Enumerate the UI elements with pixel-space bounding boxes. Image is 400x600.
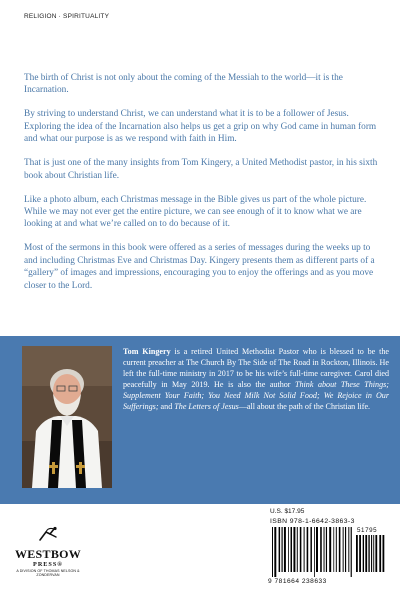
barcode-bar <box>379 535 381 572</box>
barcode-bar <box>336 527 337 572</box>
barcode-bar <box>351 527 352 577</box>
barcode-bar <box>329 527 331 572</box>
barcode-bar <box>279 527 280 572</box>
barcode-bar <box>284 527 286 572</box>
publisher-division: A DIVISION OF THOMAS NELSON & ZONDERVAN <box>16 569 80 577</box>
barcode-bar <box>304 527 305 572</box>
blurb-paragraph: By striving to understand Christ, we can understand what it is to be a follower of Jesus. Exploring the idea of the Incarnation also helps us get a grip on why God came in human form and what our purpose is as we respond with faith in Him. <box>24 109 377 145</box>
barcode-bar <box>324 527 325 572</box>
barcode-bar <box>343 527 344 572</box>
barcode-bar <box>356 535 358 572</box>
barcode-bar <box>339 527 341 572</box>
barcode-bar <box>365 535 367 572</box>
barcode-bar <box>373 535 374 572</box>
bio-book-title: The Letters of Jesus <box>174 402 239 412</box>
publisher-logo <box>10 526 86 577</box>
barcode-bar <box>288 527 289 572</box>
barcode-bar <box>274 527 276 577</box>
back-cover-blurb <box>24 72 382 304</box>
author-photo <box>22 346 112 488</box>
publisher-name: WESTBOW <box>14 547 82 561</box>
barcode-bar <box>297 527 298 572</box>
barcode-bar <box>368 535 369 572</box>
author-portrait-image <box>22 346 112 488</box>
barcode-bar <box>326 527 327 572</box>
author-name: Tom Kingery <box>123 347 171 356</box>
barcode-bar <box>320 527 322 572</box>
blurb-paragraph: That is just one of the many insights from Tom Kingery, a United Methodist pastor, in his sixth book about Christian life. <box>24 158 378 181</box>
barcode-bar <box>314 527 315 577</box>
barcode-bar <box>300 527 302 572</box>
barcode-bar <box>282 527 283 572</box>
price-addon-barcode <box>356 535 386 577</box>
price-addon-digits: 51795 <box>357 527 378 534</box>
bio-book-titles: Think about These Things; Supplement Your Faith; You Need Milk Not Solid Food; We Rejoice in Our Sufferings; <box>123 380 389 412</box>
author-bio-band <box>0 336 400 504</box>
publisher-press: PRESS® <box>33 561 63 568</box>
barcode-bar <box>383 535 385 572</box>
barcode-bar <box>348 527 349 572</box>
isbn-label: ISBN 978-1-6642-3863-3 <box>270 518 355 525</box>
barcode-bar <box>333 527 334 572</box>
westbow-runner-icon <box>10 526 86 542</box>
ean-digits: 9 781664 238633 <box>268 578 327 585</box>
barcode-bar <box>293 527 295 572</box>
barcode-bar <box>310 527 311 572</box>
barcode-bar <box>291 527 292 572</box>
ean-barcode <box>272 527 354 577</box>
category-label: RELIGION · SPIRITUALITY <box>24 13 110 20</box>
bio-text: is a retired United Methodist Pastor who is blessed to be the current preacher at The Church By The Side of The Road in Rockton, Illinois. He left the full-time ministry in 2017 to be his wife’s full-time caregiver. Carol died peacefully in May 2019. He is also the author <box>123 347 390 390</box>
blurb-paragraph: Like a photo album, each Christmas message in the Bible gives us part of the whole picture. While we may not ever get the entire picture, we can see enough of it to know what we are looking at and what we’re called on to do because of it. <box>24 194 367 230</box>
blurb-paragraph: Most of the sermons in this book were offered as a series of messages during the weeks up to and including Christmas Eve and Christmas Day. Kingery presents them as different parts of a “gallery” of images and impressions, encouraging you to enjoy the offerings and as you move closer to the Lord. <box>24 243 375 291</box>
barcode-bar <box>316 527 318 572</box>
price-label: U.S. $17.95 <box>270 508 305 515</box>
barcode-bar <box>359 535 361 572</box>
bio-text: and <box>158 402 175 412</box>
barcode-bar <box>363 535 364 572</box>
barcode-bar <box>371 535 372 572</box>
barcode-bar <box>272 527 273 577</box>
blurb-paragraph: The birth of Christ is not only about the coming of the Messiah to the world—it is the Incarnation. <box>24 73 343 96</box>
barcode-bar <box>375 535 377 572</box>
author-bio <box>123 346 389 413</box>
bio-text: —all about the path of the Christian life. <box>238 402 371 412</box>
barcode-bar <box>345 527 346 572</box>
barcode-bar <box>307 527 309 572</box>
